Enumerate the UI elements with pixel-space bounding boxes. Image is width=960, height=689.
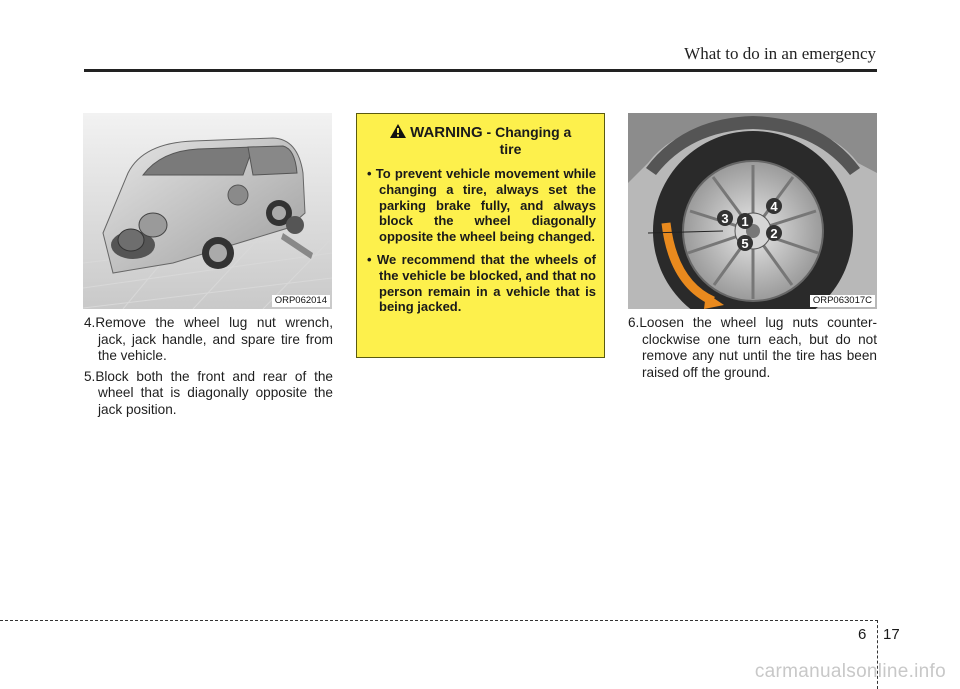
chapter-number: 6	[858, 626, 867, 643]
warning-triangle-icon	[390, 124, 406, 138]
warning-heading	[357, 124, 604, 158]
warning-subject-line2: tire	[499, 141, 522, 157]
figure-code: ORP062014	[272, 295, 330, 307]
wheel-figure	[628, 113, 877, 309]
steps-left	[84, 315, 333, 418]
car-jack-figure	[83, 113, 332, 309]
steps-right	[628, 315, 877, 381]
warning-item	[367, 252, 596, 315]
figure-code: ORP063017C	[810, 295, 875, 307]
warning-item-text: We recommend that the wheels of the vehicle be blocked, and that no person remain in a vehicle that is being jacked.	[376, 251, 597, 315]
warning-separator: -	[482, 124, 496, 140]
step-5: 5.Block both the front and rear of the wheel that is diagonally opposite the jack position.	[84, 368, 333, 417]
footer-rule	[0, 620, 878, 621]
lug-number: 4	[770, 199, 778, 214]
lug-number: 3	[721, 211, 729, 226]
lug-number: 5	[741, 236, 749, 251]
bullet-glyph: •	[367, 251, 377, 267]
header-title: What to do in an emergency	[684, 44, 876, 63]
watermark: carmanualsonline.info	[754, 661, 946, 682]
warning-list	[367, 166, 596, 315]
car-illustration	[83, 113, 332, 309]
warning-subject-line1: Changing a	[495, 124, 572, 140]
page-number: 17	[883, 626, 900, 643]
warning-item	[367, 166, 596, 245]
step-6: 6.Loosen the wheel lug nuts counter-clockwise one turn each, but do not remove any nut until the tire has been raised off the ground.	[628, 315, 877, 380]
step-4: 4.Remove the wheel lug nut wrench, jack, jack handle, and spare tire from the vehicle.	[84, 315, 333, 363]
wheel-illustration	[628, 113, 877, 309]
lug-number: 1	[741, 214, 749, 229]
lug-number: 2	[770, 226, 778, 241]
warning-label: WARNING	[410, 124, 483, 141]
warning-box	[356, 113, 605, 358]
header-rule	[84, 69, 877, 72]
bullet-glyph: •	[367, 166, 376, 181]
warning-item-text: To prevent vehicle movement while changing a tire, always set the parking brake fully, and always block the wheel diagonally opposite the wheel being changed.	[375, 166, 596, 245]
